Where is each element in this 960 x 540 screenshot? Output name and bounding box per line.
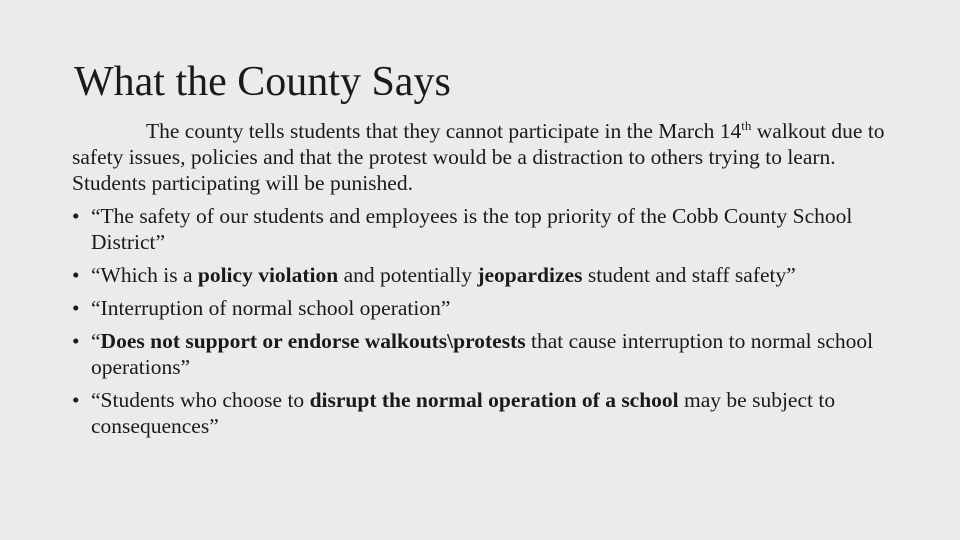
bullet-text: student and staff safety” xyxy=(582,263,796,287)
bullet-item-policy-violation xyxy=(72,262,902,288)
bullet-icon: • xyxy=(72,296,80,320)
slide-title: What the County Says xyxy=(74,59,451,105)
bullet-text: “The safety of our students and employees is the top priority of the Cobb County School District” xyxy=(91,204,853,254)
bullet-item-safety-priority xyxy=(72,203,902,255)
bullet-text: may be subject to consequences” xyxy=(91,388,836,438)
slide-body xyxy=(72,118,902,439)
bullet-text: and potentially xyxy=(338,263,478,287)
bullet-icon: • xyxy=(72,204,80,228)
bullet-bold-text: jeopardizes xyxy=(477,263,583,287)
bullet-icon: • xyxy=(72,263,80,287)
bullet-item-consequences xyxy=(72,387,902,439)
intro-text-end: walkout due to safety issues, policies and that the protest would be a distraction to others trying to learn. Students participating will be punished. xyxy=(72,119,885,195)
bullet-item-interruption xyxy=(72,295,902,321)
bullet-bold-text: Does not support or endorse walkouts\protests xyxy=(100,329,526,353)
bullet-list xyxy=(72,203,902,439)
intro-text-start: The county tells students that they cannot participate in the March 14 xyxy=(146,119,742,143)
bullet-text: that cause interruption to normal school operations” xyxy=(91,329,874,379)
bullet-text: “ xyxy=(91,329,101,353)
bullet-item-not-endorse xyxy=(72,328,902,380)
bullet-bold-text: disrupt the normal operation of a school xyxy=(309,388,679,412)
bullet-text: “Students who choose to xyxy=(91,388,310,412)
bullet-text: “Which is a xyxy=(91,263,198,287)
bullet-bold-text: policy violation xyxy=(197,263,339,287)
bullet-text: “Interruption of normal school operation” xyxy=(91,296,451,320)
intro-superscript: th xyxy=(741,118,752,133)
bullet-icon: • xyxy=(72,388,80,412)
intro-paragraph xyxy=(72,118,902,196)
bullet-icon: • xyxy=(72,329,80,353)
